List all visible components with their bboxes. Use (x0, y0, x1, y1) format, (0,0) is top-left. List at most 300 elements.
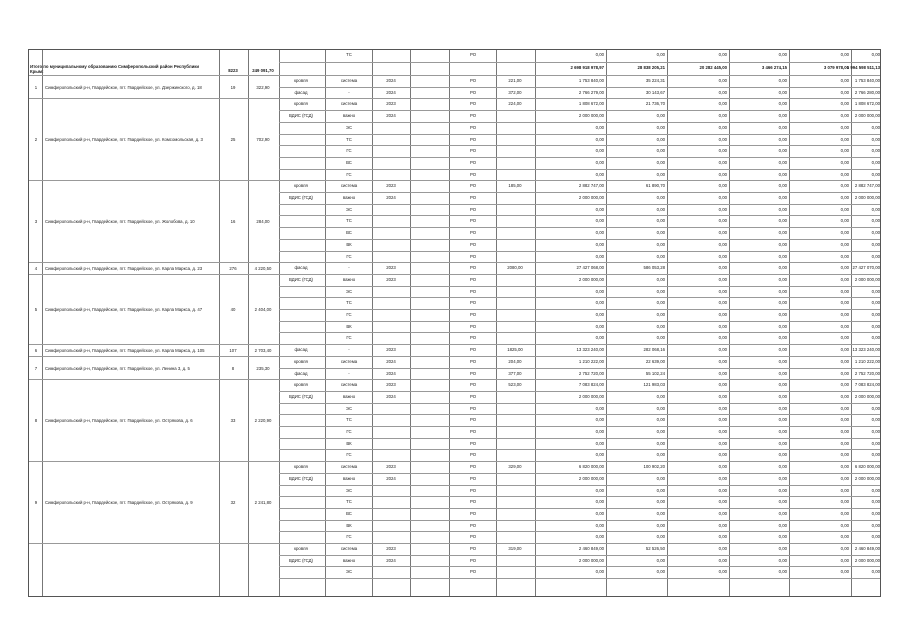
cell-year: 2024 (386, 78, 396, 83)
house-address: Симферопольский р-н, Гвардейское, пгт. Гвардейское, ул. Комсомольская, д. 3 (45, 137, 203, 143)
cell-amount: 0,00 (718, 475, 727, 481)
house-sum: 235,30 (256, 365, 270, 371)
cell-amount: 2 766 279,00 (578, 89, 604, 95)
cell-amount: 0,00 (871, 405, 880, 411)
cell-amount: 0,00 (871, 241, 880, 247)
cell-amount: 6 820 000,00 (578, 464, 604, 470)
cell-element: ТС (346, 300, 352, 306)
grid-row-line (29, 98, 880, 99)
cell-fund: РО (469, 452, 477, 458)
cell-element: ТС (346, 499, 352, 505)
cell-amount: 0,00 (595, 300, 604, 306)
cell-element: важно (342, 475, 356, 481)
cell-amount: 0,00 (778, 475, 787, 481)
cell-work-type: кровля (294, 382, 308, 388)
grid-row-line (279, 169, 880, 170)
cell-amount: 0,00 (778, 136, 787, 142)
cell-amount: 1 210 222,00 (854, 358, 880, 364)
cell-amount: 0,00 (718, 393, 727, 399)
cell-amount: 0,00 (778, 557, 787, 563)
cell-amount: 0,00 (595, 534, 604, 540)
cell-amount: 0,00 (778, 569, 787, 575)
cell-work-type: фасад (294, 370, 308, 376)
cell-amount: 0,00 (778, 393, 787, 399)
grid-row-line (279, 215, 880, 216)
total-amount: 20 282 445,00 (699, 65, 727, 70)
cell-element: система (340, 183, 358, 189)
cell-fund: РО (469, 475, 477, 481)
cell-amount: 0,00 (718, 159, 727, 165)
house-area: 19 (230, 84, 236, 90)
grid-row-line (29, 379, 880, 380)
cell-work-type: ВДИС (ГСД) (289, 195, 313, 200)
grid-column-line (219, 50, 220, 596)
cell-year: 2023 (386, 382, 396, 388)
cell-amount: 0,00 (778, 335, 787, 341)
cell-amount: 2 000 000,00 (854, 475, 880, 481)
cell-fund: РО (469, 78, 477, 83)
grid-row-line (279, 297, 880, 298)
cell-fund: РО (469, 195, 477, 200)
cell-amount: 0,00 (595, 335, 604, 341)
cell-amount: 0,00 (840, 136, 849, 142)
cell-amount: 0,00 (595, 253, 604, 259)
cell-fund: РО (469, 230, 477, 236)
cell-work-type: кровля (294, 546, 308, 551)
cell-work-type: кровля (294, 358, 308, 364)
cell-fund: РО (469, 499, 477, 505)
grid-row-line (279, 566, 880, 567)
cell-amount: 2 882 747,00 (578, 183, 604, 189)
cell-element: ЭС (345, 206, 353, 212)
house-address: Симферопольский р-н, Гвардейское, пгт. Гвардейское, ул. Дзержинского, д. 18 (45, 84, 202, 90)
cell-amount: 0,00 (718, 148, 727, 154)
cell-work-type: ВДИС (ГСД) (289, 557, 313, 563)
cell-element: система (340, 358, 358, 364)
cell-amount: 0,00 (871, 206, 880, 212)
cell-amount: 13 323 240,00 (576, 347, 604, 353)
cell-amount: 0,00 (718, 218, 727, 224)
grid-row-line (279, 332, 880, 333)
cell-year: 2024 (386, 557, 396, 563)
total-amount: 1 994 598 511,13 (846, 65, 880, 70)
cell-amount: 0,00 (871, 569, 880, 575)
cell-amount: 0,00 (656, 159, 665, 165)
cell-amount: 0,00 (656, 171, 665, 177)
cell-volume: 329,00 (508, 464, 522, 470)
cell-fund: РО (469, 312, 477, 317)
cell-amount: 0,00 (778, 124, 787, 130)
cell-amount: 0,00 (656, 569, 665, 575)
cell-amount: 52 526,50 (645, 546, 665, 551)
cell-fund: РО (469, 417, 477, 423)
grid-row-line (279, 227, 880, 228)
cell-element: - (348, 347, 350, 353)
cell-amount: 0,00 (778, 405, 787, 411)
cell-amount: 2 000 000,00 (578, 113, 604, 119)
cell-amount: 0,00 (778, 253, 787, 259)
cell-element: ЭС (345, 124, 353, 130)
cell-amount: 0,00 (840, 335, 849, 341)
cell-amount: 2 460 849,00 (578, 546, 604, 551)
cell-element: ГС (346, 171, 352, 177)
cell-element: ВК (346, 440, 352, 446)
cell-amount: 0,00 (656, 487, 665, 493)
cell-amount: 0,00 (595, 312, 604, 317)
grid-row-line (29, 180, 880, 181)
cell-amount: 0,00 (718, 429, 727, 434)
cell-amount: 0,00 (718, 113, 727, 119)
cell-amount: 0,00 (840, 218, 849, 224)
house-area: 276 (229, 266, 237, 272)
cell-amount: 0,00 (718, 382, 727, 388)
grid-row-line (279, 391, 880, 392)
grid-column-line (729, 50, 730, 596)
cell-amount: 0,00 (595, 440, 604, 446)
cell-amount: 0,00 (656, 417, 665, 423)
cell-amount: 0,00 (840, 382, 849, 388)
cell-element: ГС (346, 253, 352, 259)
grid-row-line (279, 368, 880, 369)
grid-column-line (372, 50, 373, 596)
grid-row-line (279, 145, 880, 146)
cell-amount: 0,00 (595, 52, 604, 57)
cell-amount: 0,00 (840, 206, 849, 212)
cell-fund: РО (469, 89, 477, 95)
cell-amount: 0,00 (840, 241, 849, 247)
cell-element: ГС (346, 312, 352, 317)
cell-amount: 1 808 672,00 (854, 101, 880, 107)
total-amount: 28 838 205,21 (637, 65, 665, 70)
cell-amount: 0,00 (718, 499, 727, 505)
cell-amount: 0,00 (840, 323, 849, 329)
cell-amount: 0,00 (718, 312, 727, 317)
cell-fund: РО (469, 393, 477, 399)
cell-amount: 0,00 (840, 487, 849, 493)
cell-amount: 27 427 070,00 (852, 265, 880, 271)
cell-amount: 0,00 (656, 335, 665, 341)
cell-work-type: фасад (294, 265, 308, 271)
cell-element: ГС (346, 335, 352, 341)
cell-amount: 0,00 (871, 171, 880, 177)
cell-amount: 0,00 (778, 534, 787, 540)
cell-amount: 0,00 (840, 312, 849, 317)
cell-amount: 0,00 (840, 113, 849, 119)
cell-amount: 0,00 (778, 323, 787, 329)
cell-element: важно (342, 276, 356, 282)
cell-amount: 0,00 (718, 417, 727, 423)
total-amount: 2 698 918 978,97 (570, 65, 604, 70)
cell-element: важно (342, 393, 356, 399)
cell-element: важно (342, 557, 356, 563)
cell-amount: 0,00 (778, 171, 787, 177)
cell-volume: 377,00 (508, 370, 522, 376)
cell-amount: 0,00 (656, 52, 665, 57)
cell-fund: РО (469, 183, 477, 189)
grid-column-line (789, 50, 790, 596)
cell-amount: 0,00 (871, 159, 880, 165)
cell-year: 2023 (386, 183, 396, 189)
cell-amount: 0,00 (718, 136, 727, 142)
grid-column-line (248, 50, 249, 596)
cell-element: ЭС (345, 288, 353, 294)
cell-amount: 0,00 (840, 183, 849, 189)
house-number: 9 (34, 500, 38, 506)
cell-element: ГС (346, 148, 352, 154)
cell-amount: 0,00 (778, 522, 787, 528)
cell-amount: 0,00 (871, 218, 880, 224)
cell-amount: 0,00 (871, 522, 880, 528)
cell-amount: 0,00 (595, 124, 604, 130)
house-sum: 2 404,00 (254, 307, 272, 312)
cell-amount: 0,00 (595, 323, 604, 329)
cell-amount: 0,00 (778, 452, 787, 458)
total-sum: 249 091,70 (252, 68, 274, 73)
cell-amount: 0,00 (656, 522, 665, 528)
cell-year: 2023 (386, 276, 396, 282)
cell-amount: 0,00 (656, 148, 665, 154)
total-area: 8223 (228, 68, 238, 73)
cell-amount: 0,00 (778, 52, 787, 57)
grid-column-line (606, 50, 607, 596)
cell-year: 2024 (386, 89, 396, 95)
cell-work-type: фасад (294, 89, 308, 95)
cell-amount: 0,00 (840, 288, 849, 294)
grid-row-line (29, 543, 880, 544)
cell-amount: 0,00 (656, 475, 665, 481)
grid-row-line (279, 520, 880, 521)
cell-amount: 0,00 (840, 78, 849, 83)
grid-row-line (279, 414, 880, 415)
cell-amount: 0,00 (595, 241, 604, 247)
cell-fund: РО (469, 265, 477, 271)
cell-amount: 0,00 (778, 113, 787, 119)
cell-amount: 0,00 (718, 230, 727, 236)
house-number: 2 (34, 137, 38, 143)
grid-column-line (449, 50, 450, 596)
cell-amount: 0,00 (840, 405, 849, 411)
cell-fund: РО (469, 510, 477, 516)
cell-amount: 0,00 (840, 393, 849, 399)
cell-amount: 0,00 (840, 101, 849, 107)
cell-amount: 0,00 (840, 510, 849, 516)
cell-amount: 0,00 (656, 429, 665, 434)
cell-amount: 0,00 (871, 300, 880, 306)
cell-amount: 0,00 (718, 569, 727, 575)
grid-column-line (535, 50, 536, 596)
grid-row-line (279, 403, 880, 404)
cell-element: ГС (346, 534, 352, 540)
cell-amount: 7 083 824,00 (578, 382, 604, 388)
cell-fund: РО (469, 546, 477, 551)
cell-volume: 523,00 (508, 382, 522, 388)
cell-amount: 0,00 (871, 312, 880, 317)
cell-element: система (340, 78, 358, 83)
cell-amount: 0,00 (871, 52, 880, 57)
grid-row-line (279, 239, 880, 240)
cell-amount: 2 000 000,00 (854, 557, 880, 563)
cell-amount: 0,00 (840, 347, 849, 353)
cell-element: ТС (346, 218, 352, 224)
cell-element: - (348, 265, 350, 271)
total-amount: 3 466 274,15 (761, 65, 787, 70)
cell-amount: 0,00 (871, 417, 880, 423)
house-number: 5 (34, 307, 38, 312)
cell-amount: 0,00 (595, 230, 604, 236)
cell-amount: 0,00 (718, 171, 727, 177)
house-number: 3 (34, 219, 38, 225)
cell-fund: РО (469, 440, 477, 446)
cell-amount: 0,00 (871, 499, 880, 505)
cell-element: ЭС (345, 569, 353, 575)
cell-fund: РО (469, 136, 477, 142)
cell-amount: 0,00 (778, 487, 787, 493)
grid-row-line (279, 134, 880, 135)
cell-element: система (340, 546, 358, 551)
cell-amount: 0,00 (718, 276, 727, 282)
cell-amount: 27 427 068,00 (576, 265, 604, 271)
cell-work-type: кровля (294, 464, 308, 470)
cell-amount: 0,00 (871, 148, 880, 154)
cell-work-type: фасад (294, 347, 308, 353)
cell-amount: 0,00 (718, 440, 727, 446)
cell-amount: 0,00 (656, 534, 665, 540)
cell-fund: РО (469, 241, 477, 247)
cell-amount: 0,00 (840, 569, 849, 575)
cell-amount: 0,00 (840, 475, 849, 481)
cell-amount: 0,00 (840, 429, 849, 434)
cell-amount: 0,00 (871, 288, 880, 294)
cell-amount: 35 224,31 (645, 78, 665, 83)
cell-amount: 0,00 (718, 101, 727, 107)
grid-column-line (851, 50, 852, 596)
cell-amount: 0,00 (718, 265, 727, 271)
cell-amount: 0,00 (718, 557, 727, 563)
cell-amount: 0,00 (718, 323, 727, 329)
cell-amount: 0,00 (871, 136, 880, 142)
cell-amount: 0,00 (778, 382, 787, 388)
cell-amount: 0,00 (778, 464, 787, 470)
cell-year: 2023 (386, 347, 396, 353)
cell-amount: 0,00 (778, 510, 787, 516)
cell-amount: 2 460 849,00 (854, 546, 880, 551)
cell-amount: 0,00 (718, 534, 727, 540)
cell-amount: 2 752 720,00 (854, 370, 880, 376)
cell-amount: 1 753 840,00 (578, 78, 604, 83)
cell-element: - (348, 89, 350, 95)
cell-amount: 2 000 000,00 (578, 195, 604, 200)
grid-column-line (496, 50, 497, 596)
house-area: 16 (230, 219, 236, 225)
cell-year: 2023 (386, 546, 396, 551)
cell-amount: 0,00 (840, 265, 849, 271)
cell-fund: РО (469, 358, 477, 364)
cell-amount: 0,00 (778, 78, 787, 83)
house-number: 7 (34, 365, 38, 371)
cell-amount: 0,00 (718, 522, 727, 528)
grid-row-line (279, 485, 880, 486)
cell-fund: РО (469, 124, 477, 130)
cell-amount: 0,00 (656, 312, 665, 317)
cell-amount: 0,00 (778, 265, 787, 271)
cell-amount: 2 882 747,00 (854, 183, 880, 189)
cell-element: система (340, 464, 358, 470)
cell-amount: 0,00 (656, 253, 665, 259)
cell-work-type: ВДИС (ГСД) (289, 475, 313, 481)
cell-amount: 0,00 (840, 89, 849, 95)
cell-amount: 1 210 222,00 (578, 358, 604, 364)
cell-amount: 0,00 (718, 195, 727, 200)
cell-fund: РО (469, 522, 477, 528)
cell-element: ВС (346, 159, 352, 165)
cell-amount: 0,00 (778, 206, 787, 212)
cell-amount: 0,00 (595, 171, 604, 177)
house-sum: 2 703,40 (254, 347, 272, 353)
cell-amount: 0,00 (656, 288, 665, 294)
cell-amount: 0,00 (871, 335, 880, 341)
cell-fund: РО (469, 534, 477, 540)
cell-amount: 13 323 240,00 (852, 347, 880, 353)
cell-amount: 0,00 (718, 347, 727, 353)
cell-volume: 185,00 (508, 183, 522, 189)
grid-row-line (279, 496, 880, 497)
house-sum: 702,90 (256, 137, 270, 143)
grid-column-line (42, 50, 43, 596)
cell-amount: 2 000 000,00 (854, 113, 880, 119)
cell-amount: 0,00 (871, 487, 880, 493)
cell-amount: 2 000 000,00 (578, 475, 604, 481)
cell-amount: 0,00 (840, 159, 849, 165)
cell-fund: РО (469, 382, 477, 388)
cell-amount: 0,00 (718, 452, 727, 458)
cell-amount: 0,00 (595, 510, 604, 516)
cell-amount: 0,00 (778, 183, 787, 189)
cell-amount: 0,00 (778, 195, 787, 200)
cell-year: 2024 (386, 370, 396, 376)
cell-fund: РО (469, 113, 477, 119)
cell-fund: РО (469, 487, 477, 493)
cell-work-type: кровля (294, 101, 308, 107)
cell-element: важно (342, 195, 356, 200)
cell-amount: 0,00 (871, 253, 880, 259)
cell-amount: 0,00 (656, 113, 665, 119)
house-sum: 2 220,90 (254, 418, 272, 424)
cell-amount: 2 000 000,00 (578, 276, 604, 282)
cell-fund: РО (469, 159, 477, 165)
cell-amount: 0,00 (871, 440, 880, 446)
cell-amount: 0,00 (595, 288, 604, 294)
grid-row-line (279, 309, 880, 310)
cell-year: 2024 (386, 113, 396, 119)
cell-amount: 0,00 (595, 452, 604, 458)
cell-volume: 372,00 (508, 89, 522, 95)
cell-amount: 0,00 (840, 300, 849, 306)
cell-amount: 0,00 (656, 510, 665, 516)
cell-amount: 0,00 (840, 522, 849, 528)
cell-volume: 224,00 (508, 101, 522, 107)
cell-amount: 0,00 (778, 312, 787, 317)
cell-volume: 204,00 (508, 358, 522, 364)
house-address: Симферопольский р-н, Гвардейское, пгт. Гвардейское, ул. Карла Маркса, д. 105 (45, 347, 205, 353)
cell-amount: 0,00 (595, 206, 604, 212)
cell-work-type: кровля (294, 78, 308, 83)
grid-row-line (279, 122, 880, 123)
cell-element: ВС (346, 230, 352, 236)
cell-year: 2024 (386, 358, 396, 364)
cell-volume: 2080,00 (507, 265, 523, 271)
cell-year: 2023 (386, 464, 396, 470)
grid-row-line (29, 262, 880, 263)
